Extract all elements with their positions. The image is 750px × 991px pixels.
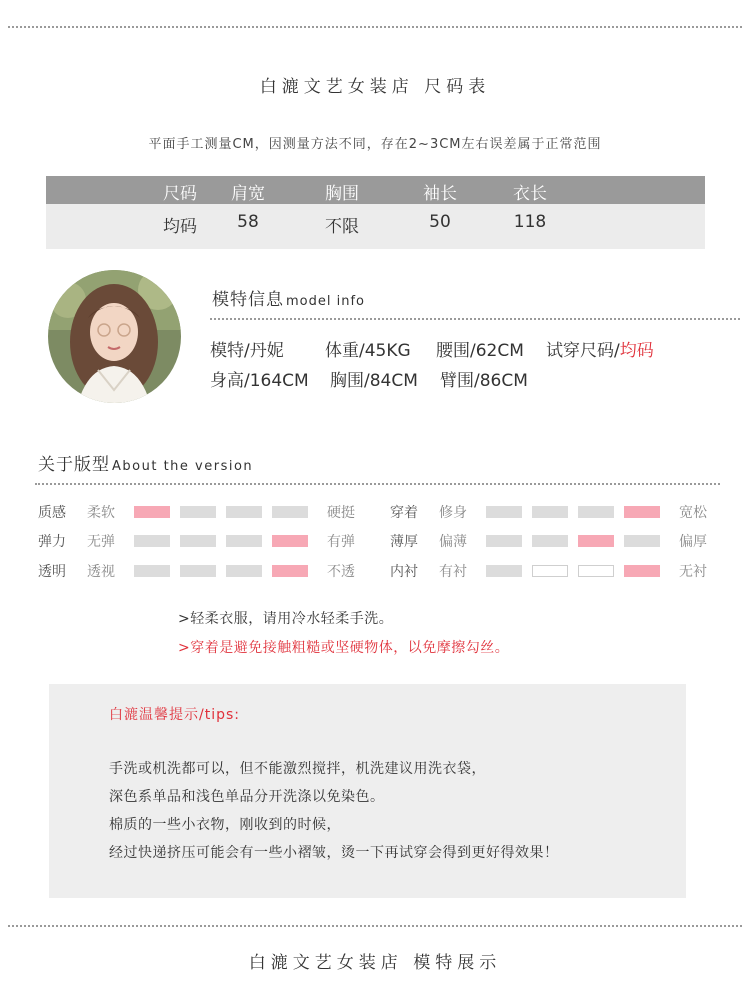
care-line-1: >轻柔衣服，请用冷水轻柔手洗。 [178, 611, 394, 627]
attribute-high-label: 有弹 [327, 534, 355, 550]
cell-length: 118 [513, 212, 547, 232]
attribute-low-label: 透视 [87, 564, 115, 580]
rating-bar [578, 506, 614, 518]
tips-line-4: 经过快递挤压可能会有一些小褶皱，烫一下再试穿会得到更好得效果！ [109, 845, 559, 861]
rating-bar [226, 506, 262, 518]
version-title-cn: 关于版型 [38, 455, 110, 475]
tips-line-2: 深色系单品和浅色单品分开洗涤以免染色。 [109, 789, 385, 805]
version-divider [35, 483, 720, 485]
header-size: 尺码 [163, 184, 197, 204]
model-bust: 胸围/84CM [330, 371, 418, 391]
size-table [46, 176, 705, 249]
attribute-low-label: 偏薄 [439, 534, 467, 550]
measure-note: 平面手工测量CM，因测量方法不同，存在2~3CM左右误差属于正常范围 [148, 137, 602, 152]
tips-box [49, 684, 686, 898]
cell-bust: 不限 [325, 217, 359, 237]
model-name: 模特/丹妮 [210, 341, 284, 361]
size-table-header [46, 176, 705, 204]
attribute-low-label: 无弹 [87, 534, 115, 550]
model-info-title-cn: 模特信息 [212, 290, 284, 310]
rating-bar [532, 535, 568, 547]
rating-bar [624, 565, 660, 577]
rating-bar [272, 535, 308, 547]
attribute-high-label: 无衬 [679, 564, 707, 580]
page-title: 白漉文艺女装店 尺码表 [259, 77, 491, 97]
rating-bar [578, 535, 614, 547]
try-size-label: 试穿尺码/ [546, 341, 620, 361]
cell-sleeve: 50 [429, 212, 451, 232]
attribute-name: 质感 [38, 505, 66, 521]
rating-bar [180, 565, 216, 577]
rating-bar [624, 535, 660, 547]
rating-bar [486, 506, 522, 518]
attribute-name: 透明 [38, 564, 66, 580]
care-line-2: >穿着是避免接触粗糙或坚硬物体，以免摩擦勾丝。 [178, 640, 510, 656]
cell-shoulder: 58 [237, 212, 259, 232]
top-divider [8, 26, 742, 28]
header-shoulder: 肩宽 [231, 184, 265, 204]
cell-size: 均码 [163, 217, 197, 237]
tips-line-1: 手洗或机洗都可以，但不能激烈搅拌，机洗建议用洗衣袋， [109, 761, 486, 777]
rating-bar [226, 565, 262, 577]
model-arm: 臂围/86CM [440, 371, 528, 391]
rating-bar [272, 565, 308, 577]
rating-bar [180, 535, 216, 547]
header-bust: 胸围 [325, 184, 359, 204]
rating-bar [624, 506, 660, 518]
version-title-en: About the version [112, 459, 254, 474]
attribute-name: 内衬 [390, 564, 418, 580]
attribute-high-label: 偏厚 [679, 534, 707, 550]
rating-bar [226, 535, 262, 547]
tips-title: 白漉温馨提示/tips: [109, 707, 240, 723]
rating-bar [134, 565, 170, 577]
header-sleeve: 袖长 [423, 184, 457, 204]
attribute-low-label: 有衬 [439, 564, 467, 580]
model-weight: 体重/45KG [325, 341, 411, 361]
rating-bar [272, 506, 308, 518]
rating-bar [532, 506, 568, 518]
model-divider [210, 318, 740, 320]
model-try-size [546, 336, 654, 361]
attribute-high-label: 不透 [327, 564, 355, 580]
attribute-name: 薄厚 [390, 534, 418, 550]
rating-bar [532, 565, 568, 577]
version-title [38, 450, 253, 475]
model-height: 身高/164CM [210, 371, 309, 391]
rating-bar [486, 565, 522, 577]
rating-bar [134, 506, 170, 518]
rating-bar [134, 535, 170, 547]
attribute-name: 弹力 [38, 534, 66, 550]
model-info-title [212, 285, 365, 310]
attribute-low-label: 柔软 [87, 505, 115, 521]
bottom-divider [8, 925, 742, 927]
model-waist: 腰围/62CM [436, 341, 524, 361]
attribute-name: 穿着 [390, 505, 418, 521]
rating-bar [486, 535, 522, 547]
attribute-high-label: 硬挺 [327, 505, 355, 521]
footer-title: 白漉文艺女装店 模特展示 [248, 953, 502, 973]
model-avatar [48, 270, 181, 403]
tips-line-3: 棉质的一些小衣物，刚收到的时候， [109, 817, 341, 833]
rating-bar [180, 506, 216, 518]
rating-bar [578, 565, 614, 577]
header-length: 衣长 [513, 184, 547, 204]
attribute-high-label: 宽松 [679, 505, 707, 521]
attribute-low-label: 修身 [439, 505, 467, 521]
try-size-value: 均码 [619, 341, 654, 361]
model-info-title-en: model info [286, 294, 365, 309]
